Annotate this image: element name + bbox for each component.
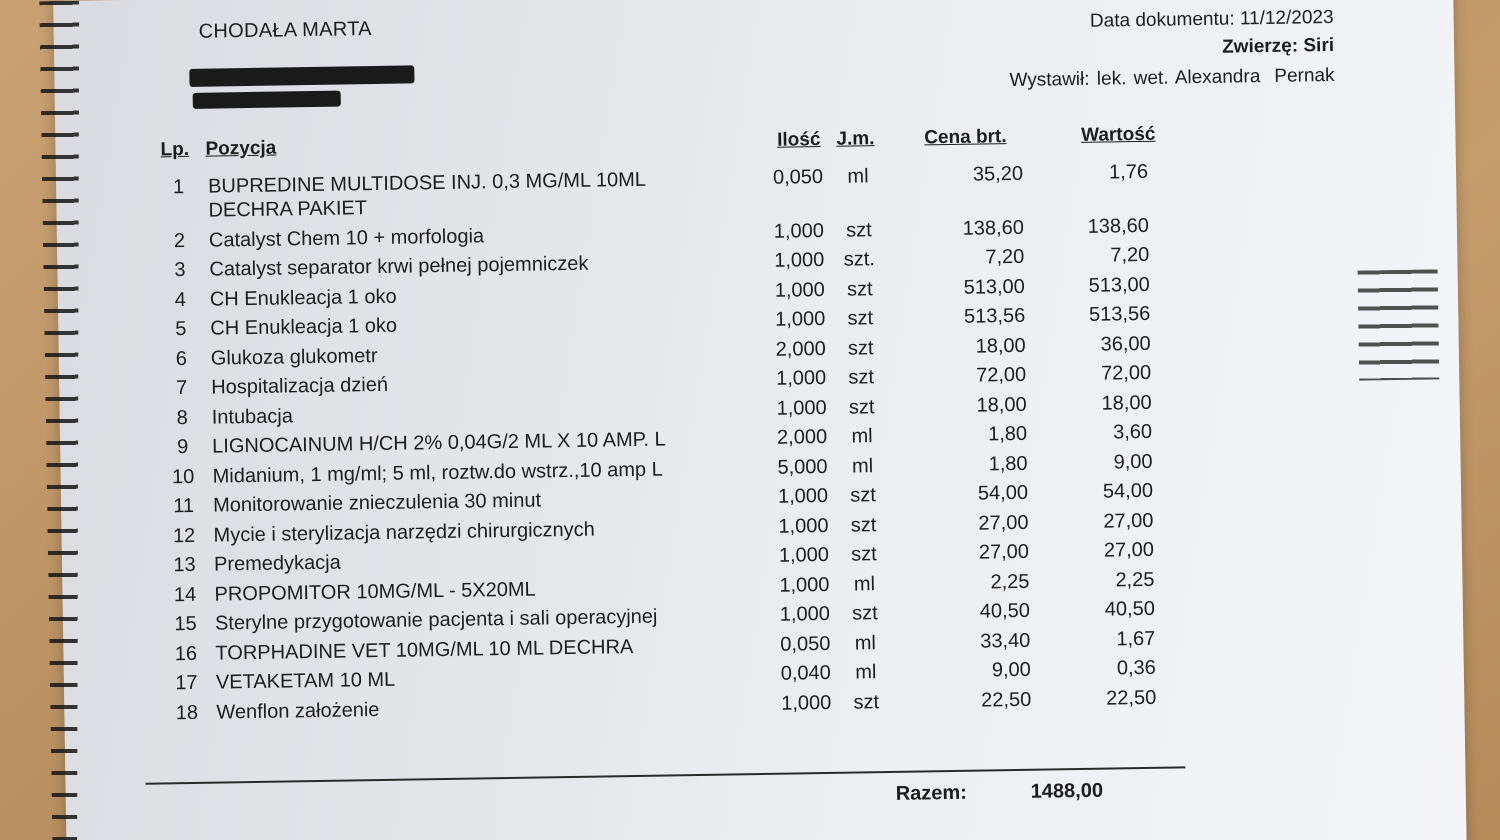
redacted-address-line-2 (193, 91, 341, 109)
row-pozycja: LIGNOCAINUM H/CH 2% 0,04G/2 ML X 10 AMP. L (212, 428, 666, 458)
header-jm: J.m. (836, 128, 875, 150)
row-cena: 2,25 (990, 570, 1030, 593)
row-pozycja: CH Enukleacja 1 oko (210, 314, 398, 340)
issuer-surname: Pernak (1274, 64, 1335, 87)
row-pozycja: Catalyst Chem 10 + morfologia (208, 224, 485, 252)
row-pozycja: Hospitalizacja dzień (211, 373, 389, 399)
row-ilosc: 0,040 (780, 661, 831, 685)
row-cena: 138,60 (962, 216, 1025, 240)
row-lp: 11 (173, 494, 195, 518)
row-wartosc: 36,00 (1100, 332, 1151, 356)
row-pozycja: Wenflon założenie (216, 698, 380, 724)
row-jm: szt (851, 543, 877, 566)
row-jm: szt (848, 395, 875, 419)
row-ilosc: 1,000 (779, 602, 831, 626)
invoice-paper (53, 0, 1467, 840)
row-lp: 7 (176, 376, 188, 400)
total-label: Razem: (895, 781, 968, 805)
row-jm: szt (850, 484, 876, 507)
header-wartosc: Wartość (1080, 123, 1156, 146)
row-jm: szt (851, 602, 878, 625)
row-wartosc: 72,00 (1100, 361, 1152, 385)
row-jm: szt (850, 513, 877, 537)
row-cena: 513,00 (963, 275, 1025, 299)
row-wartosc: 1,76 (1108, 160, 1149, 184)
header-cena: Cena brt. (924, 126, 1007, 149)
row-jm: szt (853, 690, 880, 714)
row-lp: 16 (174, 642, 198, 665)
row-lp: 10 (171, 465, 195, 488)
row-cena: 9,00 (991, 658, 1031, 682)
issuer-info (1009, 65, 1334, 92)
document-date: Data dokumentu: 11/12/2023 (1089, 6, 1334, 32)
client-name: CHODAŁA MARTA (198, 18, 373, 43)
header-ilosc: Ilość (776, 129, 821, 151)
row-lp: 4 (174, 288, 187, 311)
row-cena: 72,00 (975, 363, 1027, 387)
row-cena: 54,00 (977, 481, 1029, 505)
row-lp: 8 (176, 406, 188, 429)
issuer-name: Wystawił: lek. wet. Alexandra (1009, 66, 1261, 92)
row-wartosc: 22,50 (1106, 686, 1157, 710)
row-cena: 1,80 (987, 422, 1028, 446)
row-ilosc: 1,000 (775, 307, 826, 331)
row-pozycja: Monitorowanie znieczulenia 30 minut (212, 489, 542, 517)
row-cena: 1,80 (988, 452, 1028, 475)
row-pozycja: Glukoza glukometr (210, 344, 378, 370)
row-ilosc: 1,000 (774, 248, 825, 272)
row-jm: szt (847, 336, 874, 360)
row-ilosc: 1,000 (779, 573, 830, 597)
row-cena: 27,00 (978, 540, 1030, 564)
row-jm: szt. (843, 248, 876, 271)
row-pozycja: Sterylne przygotowanie pacjenta i sali operacyjnej (214, 605, 658, 635)
row-ilosc: 2,000 (775, 337, 826, 361)
row-pozycja: CH Enukleacja 1 oko (209, 285, 397, 311)
row-ilosc: 1,000 (775, 366, 827, 390)
items-table (150, 123, 1199, 730)
animal-info (1222, 35, 1334, 59)
row-pozycja: Catalyst separator krwi pełnej pojemniczek (209, 252, 589, 281)
row-wartosc: 0,36 (1116, 656, 1156, 680)
row-cena: 18,00 (975, 334, 1026, 358)
row-ilosc: 1,000 (773, 219, 825, 243)
row-cena: 22,50 (981, 688, 1032, 712)
row-cena: 7,20 (985, 245, 1025, 269)
row-lp: 9 (176, 435, 189, 459)
row-wartosc: 9,00 (1113, 450, 1153, 473)
animal-label: Zwierzę: (1221, 35, 1299, 58)
perforation-right (1358, 269, 1440, 380)
row-pozycja: VETAKETAM 10 ML (215, 668, 396, 694)
row-lp: 2 (173, 229, 186, 252)
row-lp: 3 (174, 259, 186, 282)
row-jm: szt (847, 307, 874, 330)
row-lp: 15 (174, 612, 197, 636)
row-pozycja: Intubacja (211, 404, 294, 429)
summary-divider (145, 766, 1185, 784)
row-lp: 5 (175, 317, 187, 341)
row-lp: 12 (172, 524, 196, 547)
row-ilosc: 1,000 (776, 396, 827, 420)
header-pozycja: Pozycja (205, 137, 277, 160)
row-pozycja: Mycie i sterylizacja narzędzi chirurgicznych (213, 518, 595, 547)
row-ilosc: 0,050 (780, 632, 831, 656)
row-lp: 18 (175, 701, 199, 724)
row-ilosc: 1,000 (774, 278, 825, 302)
row-wartosc: 18,00 (1101, 391, 1152, 415)
row-jm: ml (855, 661, 877, 684)
row-ilosc: 1,000 (781, 691, 832, 715)
row-jm: ml (854, 631, 877, 655)
row-jm: ml (853, 572, 876, 596)
row-ilosc: 0,050 (772, 165, 824, 189)
row-lp: 17 (175, 671, 198, 695)
row-ilosc: 1,000 (778, 514, 829, 538)
row-cena: 33,40 (980, 629, 1031, 653)
row-lp: 13 (173, 553, 196, 577)
row-wartosc: 27,00 (1103, 538, 1155, 562)
row-jm: szt (848, 366, 875, 389)
row-cena: 27,00 (978, 511, 1029, 535)
row-wartosc: 138,60 (1087, 214, 1150, 238)
row-wartosc: 3,60 (1112, 420, 1153, 444)
row-jm: ml (851, 425, 873, 448)
perforation-left (39, 1, 93, 840)
row-wartosc: 513,56 (1088, 302, 1151, 326)
row-pozycja: Premedykacja (213, 551, 341, 576)
row-wartosc: 513,00 (1088, 273, 1150, 297)
row-jm: szt (846, 277, 873, 301)
row-jm: szt (845, 218, 872, 242)
row-wartosc: 2,25 (1115, 568, 1155, 591)
header-lp: Lp. (160, 138, 190, 161)
row-wartosc: 54,00 (1102, 479, 1154, 503)
row-lp: 1 (172, 176, 185, 199)
row-lp: 6 (175, 347, 188, 370)
row-pozycja: TORPHADINE VET 10MG/ML 10 ML DECHRA (215, 635, 634, 665)
row-jm: ml (851, 454, 874, 478)
row-cena: 18,00 (976, 393, 1027, 417)
row-ilosc: 1,000 (777, 484, 829, 508)
row-wartosc: 27,00 (1103, 509, 1154, 533)
row-pozycja: Midanium, 1 mg/ml; 5 ml, roztw.do wstrz.,10 amp L (212, 458, 663, 488)
redacted-address-line-1 (189, 65, 414, 87)
total-value: 1488,00 (1030, 779, 1104, 803)
row-wartosc: 7,20 (1110, 243, 1150, 267)
row-cena: 513,56 (963, 304, 1026, 328)
table-body (151, 159, 1200, 725)
row-cena: 35,20 (972, 162, 1024, 186)
row-lp: 14 (173, 583, 197, 606)
animal-name: Siri (1303, 34, 1335, 57)
row-pozycja: PROPOMITOR 10MG/ML - 5X20ML (214, 578, 536, 606)
row-ilosc: 1,000 (778, 543, 830, 567)
row-wartosc: 1,67 (1116, 627, 1156, 650)
row-wartosc: 40,50 (1104, 597, 1156, 621)
row-jm: ml (847, 165, 869, 188)
row-cena: 40,50 (979, 599, 1031, 623)
row-ilosc: 5,000 (777, 455, 828, 479)
row-ilosc: 2,000 (776, 425, 828, 449)
row-pozycja: BUPREDINE MULTIDOSE INJ. 0,3 MG/ML 10ML DECHRA PAKIET (207, 168, 646, 222)
